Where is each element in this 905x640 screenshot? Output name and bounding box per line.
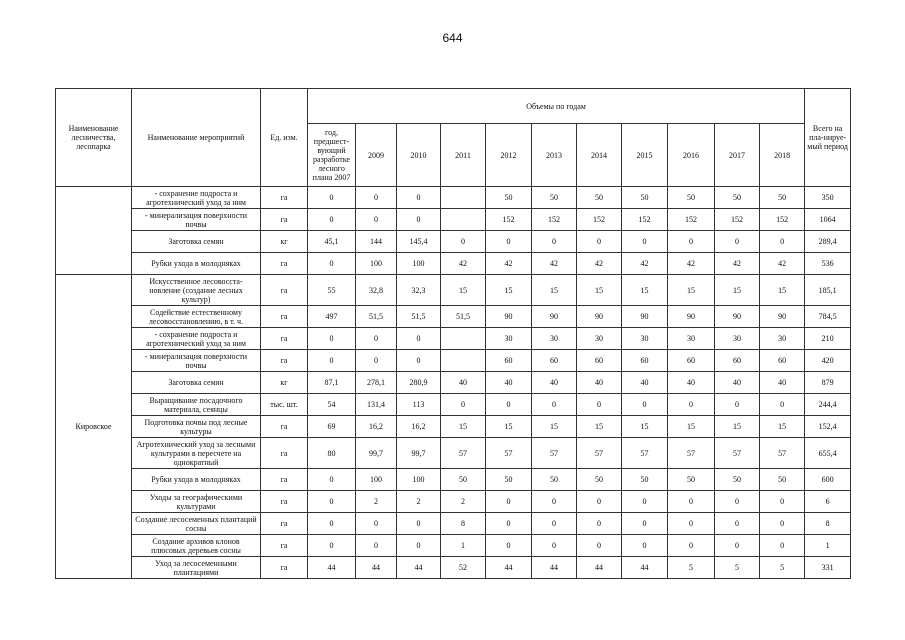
year-value-cell: 15 [441,275,486,306]
year-value-cell [441,187,486,209]
year-value-cell: 51,5 [397,306,441,328]
year-value-cell: 0 [397,209,441,231]
year-value-cell: 90 [668,306,715,328]
year-value-cell: 42 [486,253,532,275]
year-value-cell: 0 [760,535,805,557]
year-value-cell: 0 [760,231,805,253]
forest-name-cell [56,187,132,275]
header-year-5: 2014 [577,124,622,187]
header-forest: Наименование лесничества, лесопарка [56,89,132,187]
prev-year-cell: 55 [308,275,356,306]
year-value-cell: 0 [397,513,441,535]
activity-cell: - минерализация поверхности почвы [132,209,261,231]
year-value-cell: 5 [668,557,715,579]
year-value-cell: 40 [532,372,577,394]
year-value-cell: 50 [760,187,805,209]
year-value-cell: 0 [577,394,622,416]
year-value-cell: 60 [622,350,668,372]
year-value-cell: 40 [715,372,760,394]
year-value-cell: 50 [577,187,622,209]
year-value-cell: 0 [668,535,715,557]
table-row [56,557,851,579]
forest-name-cell: Кировское [56,275,132,579]
prev-year-cell: 0 [308,513,356,535]
year-value-cell: 32,3 [397,275,441,306]
unit-cell: га [261,557,308,579]
forestry-plan-table [55,88,851,579]
year-value-cell: 0 [356,328,397,350]
year-value-cell: 30 [622,328,668,350]
year-value-cell: 90 [532,306,577,328]
table-row [56,394,851,416]
prev-year-cell: 80 [308,438,356,469]
header-year-9: 2018 [760,124,805,187]
year-value-cell: 0 [397,328,441,350]
header-year-3: 2012 [486,124,532,187]
year-value-cell: 278,1 [356,372,397,394]
header-year-2: 2011 [441,124,486,187]
year-value-cell: 0 [577,513,622,535]
header-volumes: Объемы по годам [308,89,805,124]
year-value-cell: 57 [622,438,668,469]
year-value-cell: 0 [356,187,397,209]
table-row [56,491,851,513]
year-value-cell: 57 [760,438,805,469]
year-value-cell: 90 [577,306,622,328]
year-value-cell: 60 [668,350,715,372]
total-cell: 331 [805,557,851,579]
year-value-cell: 40 [486,372,532,394]
unit-cell: га [261,535,308,557]
year-value-cell [441,209,486,231]
year-value-cell: 0 [441,394,486,416]
year-value-cell: 2 [397,491,441,513]
unit-cell: га [261,350,308,372]
table-row [56,253,851,275]
activity-cell: Создание архивов клонов плюсовых деревьев сосны [132,535,261,557]
year-value-cell: 42 [715,253,760,275]
year-value-cell: 15 [577,275,622,306]
table-row [56,275,851,306]
table-row [56,469,851,491]
year-value-cell: 15 [715,275,760,306]
prev-year-cell: 0 [308,491,356,513]
year-value-cell: 50 [532,187,577,209]
year-value-cell: 0 [356,350,397,372]
year-value-cell: 15 [532,275,577,306]
year-value-cell: 152 [715,209,760,231]
year-value-cell: 44 [622,557,668,579]
year-value-cell: 131,4 [356,394,397,416]
year-value-cell: 0 [532,491,577,513]
year-value-cell: 30 [532,328,577,350]
year-value-cell: 0 [760,491,805,513]
year-value-cell: 40 [441,372,486,394]
unit-cell: га [261,328,308,350]
header-year-1: 2010 [397,124,441,187]
year-value-cell: 0 [486,394,532,416]
year-value-cell: 2 [441,491,486,513]
year-value-cell: 30 [715,328,760,350]
activity-cell: - минерализация поверхности почвы [132,350,261,372]
prev-year-cell: 497 [308,306,356,328]
year-value-cell: 0 [715,535,760,557]
year-value-cell: 42 [760,253,805,275]
total-cell: 1064 [805,209,851,231]
year-value-cell: 30 [486,328,532,350]
header-activity: Наименование мероприятий [132,89,261,187]
year-value-cell: 100 [356,253,397,275]
total-cell: 152,4 [805,416,851,438]
year-value-cell: 30 [577,328,622,350]
year-value-cell: 152 [760,209,805,231]
year-value-cell: 57 [486,438,532,469]
year-value-cell: 0 [715,394,760,416]
year-value-cell: 0 [532,394,577,416]
header-unit: Ед. изм. [261,89,308,187]
header-year-4: 2013 [532,124,577,187]
activity-cell: Заготовка семян [132,231,261,253]
year-value-cell: 15 [622,275,668,306]
prev-year-cell: 44 [308,557,356,579]
year-value-cell: 50 [668,187,715,209]
year-value-cell: 0 [486,513,532,535]
table-row [56,328,851,350]
year-value-cell: 40 [668,372,715,394]
year-value-cell: 40 [622,372,668,394]
year-value-cell: 280,9 [397,372,441,394]
year-value-cell: 30 [760,328,805,350]
year-value-cell: 60 [577,350,622,372]
activity-cell: Заготовка семян [132,372,261,394]
year-value-cell: 15 [622,416,668,438]
year-value-cell: 60 [715,350,760,372]
prev-year-cell: 87,1 [308,372,356,394]
table-row [56,438,851,469]
year-value-cell: 5 [715,557,760,579]
year-value-cell: 15 [668,275,715,306]
year-value-cell: 52 [441,557,486,579]
unit-cell: га [261,275,308,306]
year-value-cell: 99,7 [397,438,441,469]
prev-year-cell: 0 [308,253,356,275]
year-value-cell: 60 [486,350,532,372]
header-year-7: 2016 [668,124,715,187]
total-cell: 6 [805,491,851,513]
unit-cell: га [261,209,308,231]
year-value-cell: 0 [622,394,668,416]
table-row [56,306,851,328]
total-cell: 8 [805,513,851,535]
year-value-cell: 44 [356,557,397,579]
table-row [56,187,851,209]
year-value-cell: 0 [622,535,668,557]
prev-year-cell: 45,1 [308,231,356,253]
year-value-cell: 15 [760,275,805,306]
year-value-cell: 5 [760,557,805,579]
year-value-cell: 152 [532,209,577,231]
year-value-cell: 57 [532,438,577,469]
year-value-cell: 0 [622,491,668,513]
year-value-cell: 60 [760,350,805,372]
year-value-cell: 42 [441,253,486,275]
year-value-cell: 152 [577,209,622,231]
unit-cell: га [261,253,308,275]
activity-cell: Искусственное лесовосста-новление (создание лесных культур) [132,275,261,306]
year-value-cell: 50 [715,187,760,209]
year-value-cell: 50 [441,469,486,491]
year-value-cell: 100 [397,253,441,275]
activity-cell: Уходы за географическими культурами [132,491,261,513]
year-value-cell: 1 [441,535,486,557]
year-value-cell: 0 [760,394,805,416]
header-year-0: 2009 [356,124,397,187]
year-value-cell: 90 [486,306,532,328]
year-value-cell: 15 [577,416,622,438]
unit-cell: тыс. шт. [261,394,308,416]
year-value-cell: 50 [715,469,760,491]
year-value-cell: 99,7 [356,438,397,469]
year-value-cell: 0 [356,209,397,231]
activity-cell: Уход за лесосеменными плантациями [132,557,261,579]
year-value-cell: 51,5 [441,306,486,328]
activity-cell: Содействие естественному лесовосстановлению, в т. ч. [132,306,261,328]
year-value-cell: 60 [532,350,577,372]
year-value-cell: 0 [397,187,441,209]
header-year-8: 2017 [715,124,760,187]
year-value-cell: 0 [397,535,441,557]
total-cell: 289,4 [805,231,851,253]
year-value-cell: 50 [622,187,668,209]
year-value-cell: 144 [356,231,397,253]
unit-cell: га [261,187,308,209]
total-cell: 210 [805,328,851,350]
total-cell: 420 [805,350,851,372]
year-value-cell: 0 [715,513,760,535]
year-value-cell: 145,4 [397,231,441,253]
year-value-cell: 0 [441,231,486,253]
year-value-cell: 0 [577,535,622,557]
year-value-cell: 44 [397,557,441,579]
total-cell: 244,4 [805,394,851,416]
year-value-cell: 57 [668,438,715,469]
unit-cell: кг [261,231,308,253]
year-value-cell [441,350,486,372]
year-value-cell: 0 [486,535,532,557]
unit-cell: кг [261,372,308,394]
year-value-cell: 42 [532,253,577,275]
year-value-cell: 0 [486,231,532,253]
year-value-cell: 42 [622,253,668,275]
year-value-cell: 152 [622,209,668,231]
year-value-cell: 51,5 [356,306,397,328]
prev-year-cell: 54 [308,394,356,416]
year-value-cell: 0 [668,491,715,513]
year-value-cell: 113 [397,394,441,416]
year-value-cell: 2 [356,491,397,513]
table-row [56,231,851,253]
table-row [56,416,851,438]
year-value-cell: 50 [622,469,668,491]
activity-cell: - сохранение подроста и агротехнический уход за ним [132,328,261,350]
year-value-cell: 0 [715,491,760,513]
total-cell: 879 [805,372,851,394]
year-value-cell: 40 [577,372,622,394]
year-value-cell: 0 [532,513,577,535]
year-value-cell: 44 [486,557,532,579]
year-value-cell: 44 [577,557,622,579]
year-value-cell: 0 [356,535,397,557]
year-value-cell: 0 [668,513,715,535]
year-value-cell: 0 [760,513,805,535]
year-value-cell: 152 [668,209,715,231]
activity-cell: Выращивание посадочного материала, сеянцы [132,394,261,416]
year-value-cell: 152 [486,209,532,231]
unit-cell: га [261,491,308,513]
year-value-cell: 100 [356,469,397,491]
year-value-cell: 0 [486,491,532,513]
page-number: 644 [442,31,463,45]
year-value-cell: 0 [577,231,622,253]
unit-cell: га [261,469,308,491]
unit-cell: га [261,438,308,469]
activity-cell: Рубки ухода в молодняках [132,469,261,491]
table-row [56,372,851,394]
year-value-cell [441,328,486,350]
total-cell: 1 [805,535,851,557]
prev-year-cell: 0 [308,328,356,350]
year-value-cell: 0 [668,394,715,416]
table-row [56,535,851,557]
year-value-cell: 0 [397,350,441,372]
year-value-cell: 57 [577,438,622,469]
year-value-cell: 50 [760,469,805,491]
year-value-cell: 90 [715,306,760,328]
activity-cell: Подготовка почвы под лесные культуры [132,416,261,438]
year-value-cell: 15 [486,275,532,306]
year-value-cell: 0 [356,513,397,535]
year-value-cell: 16,2 [356,416,397,438]
year-value-cell: 50 [486,469,532,491]
year-value-cell: 42 [668,253,715,275]
year-value-cell: 42 [577,253,622,275]
year-value-cell: 8 [441,513,486,535]
year-value-cell: 0 [622,513,668,535]
prev-year-cell: 0 [308,469,356,491]
year-value-cell: 50 [486,187,532,209]
year-value-cell: 32,8 [356,275,397,306]
total-cell: 600 [805,469,851,491]
prev-year-cell: 0 [308,187,356,209]
year-value-cell: 44 [532,557,577,579]
total-cell: 350 [805,187,851,209]
table-row [56,350,851,372]
header-total: Всего на пла-нируе-мый период [805,89,851,187]
year-value-cell: 15 [715,416,760,438]
year-value-cell: 90 [760,306,805,328]
year-value-cell: 50 [668,469,715,491]
year-value-cell: 0 [622,231,668,253]
header-year-6: 2015 [622,124,668,187]
unit-cell: га [261,416,308,438]
table-body [56,187,851,579]
year-value-cell: 50 [532,469,577,491]
year-value-cell: 30 [668,328,715,350]
header-prev-year: год, предшест-вующий разработке лесного плана 2007 [308,124,356,187]
year-value-cell: 15 [441,416,486,438]
year-value-cell: 0 [668,231,715,253]
year-value-cell: 57 [715,438,760,469]
year-value-cell: 0 [577,491,622,513]
year-value-cell: 15 [668,416,715,438]
year-value-cell: 16,2 [397,416,441,438]
year-value-cell: 0 [532,535,577,557]
year-value-cell: 15 [486,416,532,438]
prev-year-cell: 0 [308,350,356,372]
prev-year-cell: 69 [308,416,356,438]
year-value-cell: 40 [760,372,805,394]
table-row [56,209,851,231]
year-value-cell: 57 [441,438,486,469]
activity-cell: - сохранение подроста и агротехнический уход за ним [132,187,261,209]
year-value-cell: 50 [577,469,622,491]
prev-year-cell: 0 [308,209,356,231]
unit-cell: га [261,306,308,328]
total-cell: 185,1 [805,275,851,306]
year-value-cell: 15 [532,416,577,438]
unit-cell: га [261,513,308,535]
year-value-cell: 0 [715,231,760,253]
year-value-cell: 0 [532,231,577,253]
year-value-cell: 100 [397,469,441,491]
table-row [56,513,851,535]
total-cell: 536 [805,253,851,275]
total-cell: 784,5 [805,306,851,328]
total-cell: 655,4 [805,438,851,469]
activity-cell: Агротехнический уход за лесными культурами в пересчете на однократный [132,438,261,469]
prev-year-cell: 0 [308,535,356,557]
activity-cell: Создание лесосеменных плантаций сосны [132,513,261,535]
year-value-cell: 15 [760,416,805,438]
activity-cell: Рубки ухода в молодняках [132,253,261,275]
year-value-cell: 90 [622,306,668,328]
